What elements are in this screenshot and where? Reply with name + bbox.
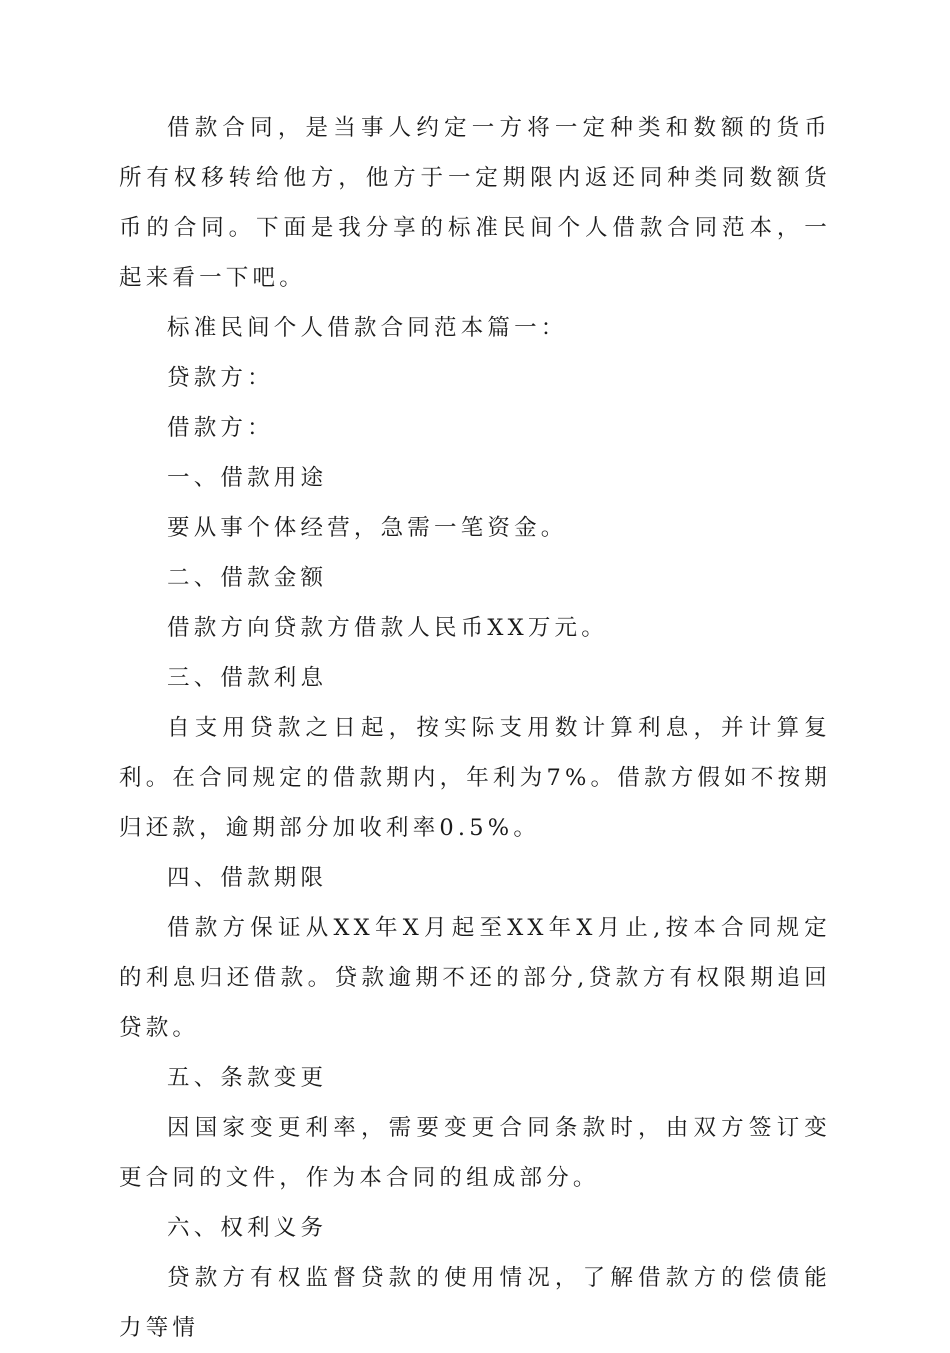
section-1-body: 要从事个体经营，急需一笔资金。 [167,515,568,541]
section-5-title: 五、条款变更 [167,1065,328,1091]
section-4-body: 借款方保证从XX年X月起至XX年X月止,按本合同规定的利息归还借款。贷款逾期不还的部分,贷款方有权限期追回贷款。 [119,915,831,1041]
document-body [119,103,831,1341]
section-2-title: 二、借款金额 [167,565,328,591]
section-6-title: 六、权利义务 [167,1215,328,1241]
section-6-body: 贷款方有权监督贷款的使用情况，了解借款方的偿债能力等情 [119,1265,831,1341]
section-1-title: 一、借款用途 [167,465,328,491]
section-4-title: 四、借款期限 [167,865,328,891]
section-5-body: 因国家变更利率，需要变更合同条款时，由双方签订变更合同的文件，作为本合同的组成部分。 [119,1115,831,1191]
document-heading: 标准民间个人借款合同范本篇一： [167,315,568,341]
section-2-body: 借款方向贷款方借款人民币XX万元。 [167,615,608,641]
section-3-title: 三、借款利息 [167,665,328,691]
intro-paragraph: 借款合同，是当事人约定一方将一定种类和数额的货币所有权移转给他方，他方于一定期限内返还同种类同数额货币的合同。下面是我分享的标准民间个人借款合同范本，一起来看一下吧。 [119,115,831,291]
lender-label: 贷款方： [167,365,274,391]
section-3-body: 自支用贷款之日起，按实际支用数计算利息，并计算复利。在合同规定的借款期内，年利为7%。借款方假如不按期归还款，逾期部分加收利率0.5%。 [119,715,831,841]
borrower-label: 借款方： [167,415,274,441]
